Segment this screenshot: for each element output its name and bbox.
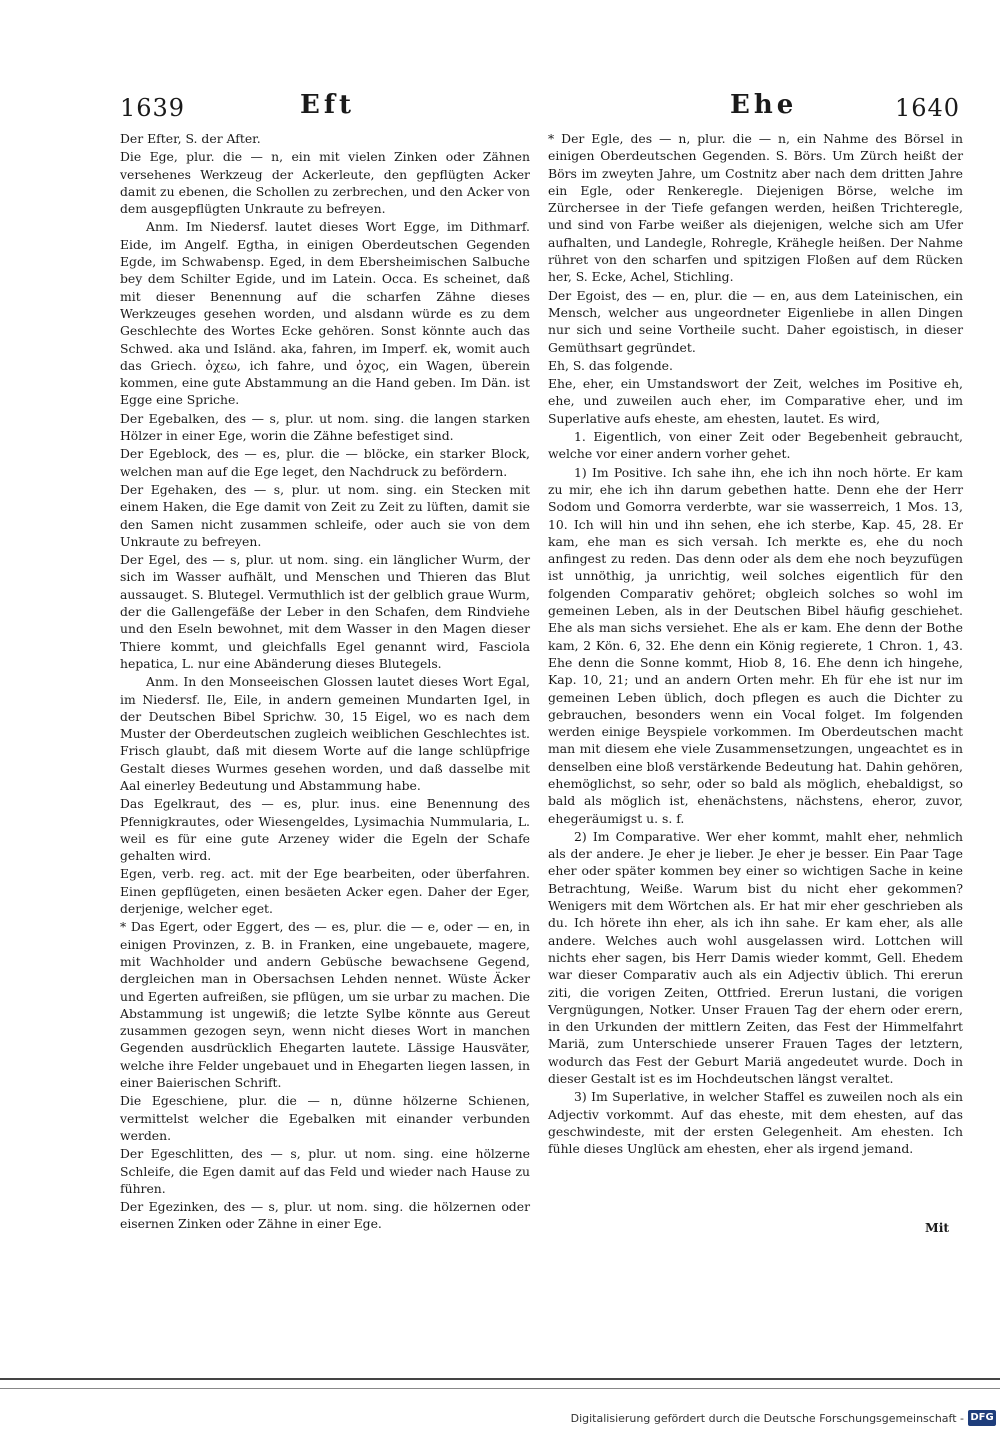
- header-keyword-left: Eft: [300, 90, 356, 120]
- entry-efter: Der Efter, S. der After.: [120, 131, 261, 146]
- entry-egel: Der Egel, des — s, plur. ut nom. sing. ein länglicher Wurm, der sich im Wasser aufhält, und Menschen und Thieren das Blut aussauget. S. Blutegel. Vermuthlich ist der gelblich graue Wurm, der die Gallengefäße der Leber in den Schafen, dem Rindviehe und den Eseln bewohnet, mit dem Wasser in den Magen dieser Thiere kommt, und gleichfalls Egel genannt wird, Fasciola hepatica, L. nur eine Abänderung dieses Blutegels.: [120, 552, 530, 671]
- note-ege: Anm. Im Niedersf. lautet dieses Wort Egge, im Dithmarf. Eide, im Angelf. Egtha, in einigen Oberdeutschen Gegenden Egde, im Schwabensp. Eged, in dem Ebersheimischen Salbuche bey dem Schilter Egide, und im Latein. Occa. Es scheinet, daß mit dieser Benennung auf die scharfen Zähne dieses Werkzeuges gesehen worden, und alsdann würde es zu dem Geschlechte des Wortes Ecke gehören. Sonst könnte auch das Schwed. aka und Isländ. aka, fahren, im Imperf. ek, womit auch das Griech. ὀχεω, ich fahre, und ὀχος, ein Wagen, überein kommen, eine gute Abstammung an die Hand geben. Im Dän. ist Egge eine Spriche.: [120, 219, 530, 408]
- bottom-rule-thin: [0, 1388, 1000, 1389]
- entry-egeblock: Der Egeblock, des — es, plur. die — blöcke, ein starker Block, welchen man auf die Ege leget, den Nachdruck zu befördern.: [120, 446, 530, 479]
- sense-comparative: 2) Im Comparative. Wer eher kommt, mahlt eher, nehmlich als der andere. Je eher je lieber. Je eher je besser. Ein Paar Tage eher oder später kommen bey einer so wichtigen Sache in keine Betrachtung, Weiße. Warum bist du nicht eher gekommen? Wenigers mit dem Wörtchen als. Er hat mir eher geschrieben als du. Ich hörete ihn eher, als ich ihn sahe. Er kam eher, als alle andere. Welches auch wohl ausgelassen wird. Lottchen will nichts eher sagen, bis Herr Damis wieder kommt, Gell. Ehedem war dieser Comparativ auch als ein Adjectiv üblich. Thi ererun ziti, die vorigen Zeiten, Ottfried. Ererun lustani, die vorigen Vergnügungen, Notker. Unser Frauen Tag der ehern oder erern, in den Urkunden der mittlern Zeiten, das Fest der Himmelfahrt Mariä, zum Unterschiede unserer Frauen Tages der letztern, wodurch das Fest der Geburt Mariä angedeutet wurde. Doch in dieser Gestalt ist es im Hochdeutschen längst veraltet.: [548, 828, 963, 1087]
- bottom-rule: [0, 1378, 1000, 1380]
- page-number-right: 1640: [895, 94, 961, 122]
- sense-superlative: 3) Im Superlative, in welcher Staffel es zuweilen noch als ein Adjectiv vorkommt. Auf das eheste, mit dem ehesten, auf das geschwindeste, mit der ersten Gelegenheit. Am ehesten. Ich fühle dieses Unglück am ehesten, eher als irgend jemand.: [548, 1089, 963, 1157]
- entry-egert: * Das Egert, oder Eggert, des — es, plur. die — e, oder — en, in einigen Provinzen, z. B. in Franken, eine ungebauete, magere, mit Wachholder und andern Gebüsche bewachsene Gegend, dergleichen man in Obersachsen Lehden nennet. Wüste Äcker und Egerten aufreißen, sie pflügen, um sie urbar zu machen. Die Abstammung ist ungewiß; die letzte Sylbe könnte aus Gereut zusammen gezogen seyn, wenn nicht dieses Wort in manchen Gegenden ausdrücklich Ehegarten lautete. Lässige Hausväter, welche ihre Felder ungebauet und in Ehegarten liegen lassen, in einer Baierischen Schrift.: [120, 919, 530, 1091]
- catchword: Mit: [925, 1220, 950, 1235]
- note-egel: Anm. In den Monseeischen Glossen lautet dieses Wort Egal, im Niedersf. Ile, Eile, in andern gemeinen Mundarten Igel, in der Deutschen Bibel Sprichw. 30, 15 Eigel, wo es nach dem Muster der Oberdeutschen zugleich weiblichen Geschlechtes ist. Frisch glaubt, daß mit diesem Worte auf die lange schlüpfrige Gestalt dieses Wurmes gesehen worden, und daß dasselbe mit Aal einerley Bedeutung und Abstammung habe.: [120, 674, 530, 793]
- entry-eh: Eh, S. das folgende.: [548, 357, 673, 373]
- entry-ehe: Ehe, eher, ein Umstandswort der Zeit, welches im Positive eh, ehe, und zuweilen auch eher, im Comparative eher, und im Superlative aufs eheste, am ehesten, lautet. Es wird,: [548, 376, 963, 426]
- running-header: [0, 90, 1000, 130]
- header-keyword-right: Ehe: [730, 90, 798, 120]
- entry-egoist: Der Egoist, des — en, plur. die — en, aus dem Lateinischen, ein Mensch, welcher aus ungeordneter Eigenliebe in allen Dingen nur sich und seine Vortheile sucht. Daher egoistisch, in dieser Gemüthsart gegründet.: [548, 287, 963, 355]
- sense-positive: 1) Im Positive. Ich sahe ihn, ehe ich ihn noch hörte. Er kam zu mir, ehe ich ihn darum gebethen hatte. Denn ehe der Herr Sodom und Gomorra verderbte, war sie wasserreich, 1 Mos. 13, 10. Ich will hin und ihn sehen, ehe ich sterbe, Kap. 45, 28. Er kam, ehe man es sich versah. Ich merkte es, ehe du noch anfingest zu reden. Das denn oder als dem ehe noch beyzufügen ist unnöthig, ja unrichtig, weil solches eigentlich für den folgenden Comparativ gehöret; obgleich solches so wohl im gemeinen Leben, als in der Deutschen Bibel häufig geschiehet. Ehe als man sichs versiehet. Ehe als er kam. Ehe denn der Bothe kam, 2 Kön. 6, 32. Ehe denn ein König regierete, 1 Chron. 1, 43. Ehe denn die Sonne kommt, Hiob 8, 16. Ehe denn ich hingehe, Kap. 10, 21; und an andern Orten mehr. Eh für ehe ist nur im gemeinen Leben üblich, doch pflegen es auch die Dichter zu gebrauchen, besonders wenn ein Vocal folget. Im folgenden werden einige Beyspiele vorkommen. Im Oberdeutschen macht man mit diesem ehe viele Zusammensetzungen, ungeachtet es in denselben eine bloß verstärkende Bedeutung hat. Dahin gehören, ehemöglichst, so sehr, oder so bald als möglich, ehebaldigst, so bald als möglich ist, ehenächstens, nächstens, eheror, zuvor, ehegeräumigst u. s. f.: [548, 464, 963, 826]
- sense-1: 1. Eigentlich, von einer Zeit oder Begebenheit gebraucht, welche vor einer andern vorher gehet.: [548, 429, 963, 462]
- entry-ege: Die Ege, plur. die — n, ein mit vielen Zinken oder Zähnen versehenes Werkzeug der Ackerleute, den gepflügten Acker damit zu ebenen, die Schollen zu zerbrechen, und den Acker von dem ausgepflügten Unkraute zu befreyen.: [120, 149, 530, 217]
- entry-egebalken: Der Egebalken, des — s, plur. ut nom. sing. die langen starken Hölzer in einer Ege, worin die Zähne befestiget sind.: [120, 410, 530, 444]
- entry-egen: Egen, verb. reg. act. mit der Ege bearbeiten, oder überfahren. Einen gepflügeten, einen besäeten Acker egen. Daher der Eger, derjenige, welcher eget.: [120, 866, 530, 917]
- entry-egezinken: Der Egezinken, des — s, plur. ut nom. sing. die hölzernen oder eisernen Zinken oder Zähne in einer Ege.: [120, 1199, 530, 1232]
- digitization-credit: Digitalisierung gefördert durch die Deutsche Forschungsgemeinschaft -: [570, 1412, 964, 1425]
- entry-egehaken: Der Egehaken, des — s, plur. ut nom. sing. ein Stecken mit einem Haken, die Ege damit von Zeit zu Zeit zu lüften, damit sie den Samen nicht zusammen schleife, oder auch sie von dem Unkraute zu befreyen.: [120, 481, 530, 549]
- dfg-logo: DFG: [968, 1410, 996, 1426]
- entry-egeschlitten: Der Egeschlitten, des — s, plur. ut nom. sing. eine hölzerne Schleife, die Egen damit auf das Feld und wieder nach Hause zu führen.: [120, 1146, 530, 1196]
- entry-egelkraut: Das Egelkraut, des — es, plur. inus. eine Benennung des Pfennigkrautes, oder Wiesengeldes, Lysimachia Nummularia, L. weil es für eine gute Arzeney wider die Egeln der Schafe gehalten wird.: [120, 796, 530, 864]
- left-column: [120, 130, 530, 1232]
- entry-egeschiene: Die Egeschiene, plur. die — n, dünne hölzerne Schienen, vermittelst welcher die Egebalken mit einander verbunden werden.: [120, 1093, 530, 1143]
- page-number-left: 1639: [120, 94, 186, 122]
- entry-egle: * Der Egle, des — n, plur. die — n, ein Nahme des Börsel in einigen Oberdeutschen Gegenden. S. Börs. Um Zürch heißt der Börs im zweyten Jahre, um Costnitz aber nach dem dritten Jahre ein Egle, oder Renkeregle. Diejenigen Börse, welche im Zürchersee in der Tiefe gefangen werden, heißen Trichteregle, und sind von Farbe weißer als diejenigen, welche sich am Ufer aufhalten, und Landegle, Rohregle, Krähegle heißen. Der Nahme rühret von den scharfen und spitzigen Floßen auf dem Rücken her, S. Ecke, Achel, Stichling.: [548, 131, 963, 285]
- right-column: [548, 130, 963, 1240]
